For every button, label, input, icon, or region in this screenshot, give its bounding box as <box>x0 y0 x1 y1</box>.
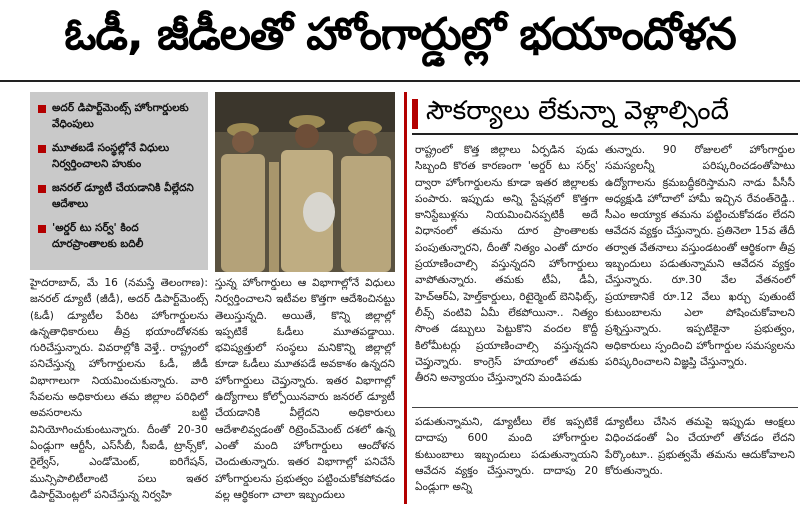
home-guards-photo <box>215 92 395 272</box>
headline: ఓడీ, జీడీలతో హోంగార్డుల్లో భయాందోళన <box>0 0 800 82</box>
body-paragraph: రాష్ట్రంలో కొత్త జిల్లాలు ఏర్పడిన పుడు సిబ్బంది కొరత కారణంగా 'అర్డర్ టు సర్వ్' ద్వారా హోంగార్డులను కూడా ఇతర జిల్లాలకు పంపారు. ఇప్పుడు అన్ని స్టేషన్లలో కొత్తగా కానిస్టేబుళ్లను నియమించినప్పటికీ అదే విధానంలో తమను దూర ప్రాంతాలకు పంపుతున్నారని, దీంతో నిత్యం ఎంతో దూరం ప్రయాణించాల్సి వస్తున్నదని హోంగార్డులు వాపోతున్నారు. తమకు టీఏ, డీఏ, హెచ్‌ఆర్‌ఏ, హెల్త్‌కార్డులు, రిటైర్మెంట్ బెనిఫిట్స్, లీవ్స్ వంటివి ఏమీ లేకపోయినా.. నిత్యం సొంత డబ్బులు పెట్టుకొని వందల కొద్దీ కిలోమీటర్లు ప్రయాణించాల్సి వస్తున్నదని చెప్తున్నారు. కాంగ్రెస్ హయాంలో తమకు తీరని అన్యాయం చేస్తున్నారని మండిపడు <box>415 144 598 385</box>
highlight-item <box>38 180 202 212</box>
article-column-2 <box>215 275 395 503</box>
bullet-square-icon <box>38 105 46 113</box>
body-paragraph: డ్యూటీలు చేసిన తమపై ఇప్పుడు ఆంక్షలు విధించడంతో ఏం చేయాలో తోచడం లేదని పేర్కొంటూ.. ప్రభుత్వమే తమను ఆదుకోవాలని కోరుతున్నారు. <box>605 416 795 477</box>
highlight-text: 'అర్డర్ టు సర్వ్' కింద దూరప్రాంతాలకు బదిలీ <box>52 222 144 250</box>
sub-headline <box>412 95 798 135</box>
highlights-box <box>30 92 208 270</box>
article-column-6 <box>605 414 795 479</box>
bullet-square-icon <box>38 225 46 233</box>
highlight-text: జనరల్ డ్యూటీ చేయడానికి వీల్లేదని ఆదేశాలు <box>52 182 194 210</box>
highlight-text: మూతబడే సంస్థల్లోనే విధులు నిర్వర్తించాలని హుకుం <box>52 142 170 170</box>
article-column-1 <box>30 275 208 503</box>
body-paragraph: స్తున్న హోంగార్డులు ఆ విభాగాల్లోనే విధులు నిర్వర్తించాలని ఇటీవల కొత్తగా ఆదేశించినట్టు తెలుస్తున్నది. అయితే, కొన్ని జిల్లాల్లో ఇప్పటికే ఓడీలు మూతపడ్డాయి. భవిష్యత్తులో సంస్థలు మనికొన్ని జిల్లాల్లో కూడా ఓడీలు మూతపడే అవకాశం ఉన్నదని హోంగార్డులు చెప్తున్నారు. ఇతర విభాగాల్లో ఉద్యోగాలు కోల్పోయినవారు జనరల్ డ్యూటీ చేయడానికి వీల్లేదని అధికారులు ఆదేశాలివ్వడంతో రిట్రెంచ్‌మెంట్ దశలో ఉన్న ఎంతో మంది హోంగార్డులు ఆందోళన చెందుతున్నారు. ఇతర విభాగాల్లో పనిచేసే హోంగార్డులను ప్రభుత్వం పట్టించుకోకపోవడం వల్ల ఆర్థికంగా చాలా ఇబ్బందులు <box>215 277 395 501</box>
highlight-text: అదర్ డిపార్ట్‌మెంట్స్ హోంగార్డులకు వేధింపులు <box>52 102 189 130</box>
bullet-square-icon <box>38 185 46 193</box>
body-paragraph: హైదరాబాద్, మే 16 (నమస్తే తెలంగాణ): జనరల్ డ్యూటీ (జీడీ), అదర్ డిపార్ట్‌మెంట్స్ (ఓడీ) డ్యూటీల పేరిట హోంగార్డులను ఉన్నతాధికారులు తీవ్ర భయాందోళనకు గురిచేస్తున్నారు. వివరాల్లోకి వెళ్తే.. రాష్ట్రంలో పనిచేస్తున్న హోంగార్డులను ఓడీ, జీడీ విభాగాలుగా నియమించుకున్నారు. వారి సేవలను అధికారులు తమ జిల్లాల పరిధిలో అవసరాలను బట్టి వినియోగించుకుంటున్నారు. దీంతో 20-30 ఏండ్లుగా ఆర్టీసీ, ఎస్‌సీబీ, సీఐడీ, ట్రాన్స్‌కో, రైల్వేస్, ఎండోమెంట్, ఐరిగేషన్, మున్సిపాలిటీలాంటి పలు ఇతర డిపార్ట్‌మెంట్లలో పనిచేస్తున్న నిర్వహి <box>30 277 208 501</box>
section-divider <box>412 407 798 408</box>
accent-bar-icon <box>412 99 418 129</box>
body-paragraph: పడుతున్నామని, డ్యూటీలు లేక ఇప్పటికే దాదాపు 600 మంది హోంగార్డుల కుటుంబాలు ఇబ్బందులు పడుతున్నాయని ఆవేదన వ్యక్తం చేస్తున్నారు. దాదాపు 20 ఏండ్లుగా అన్ని <box>415 416 598 494</box>
highlight-item <box>38 100 202 132</box>
highlight-item <box>38 140 202 172</box>
bullet-square-icon <box>38 145 46 153</box>
highlight-item <box>38 220 202 252</box>
article-column-3 <box>415 142 598 386</box>
column-divider <box>404 92 407 504</box>
article-column-5 <box>415 414 598 495</box>
sub-headline-text: సౌకర్యాలు లేకున్నా వెళ్లాల్సిందే <box>426 96 729 126</box>
article-column-4 <box>605 142 795 370</box>
body-paragraph: తున్నారు. 90 రోజులలో హోంగార్డుల సమస్యలన్నీ పరిష్కరించడంతోపాటు ఉద్యోగాలను క్రమబద్ధీకరిస్తామని నాడు పీసీసీ అధ్యక్షుడి హోదాలో హామీ ఇచ్చిన రేవంత్‌రెడ్డి.. సీఎం అయ్యాక తమను పట్టించుకోవడం లేదని ఆవేదన వ్యక్తం చేస్తున్నారు. ప్రతినెలా 15వ తేదీ తర్వాత వేతనాలు వస్తుండటంతో ఆర్థికంగా తీవ్ర ఇబ్బందులు పడుతున్నామని ఆవేదన వ్యక్తం చేస్తున్నారు. రూ.30 వేల వేతనంలో ప్రయాణానికే రూ.12 వేలు ఖర్చు పుతుంటే కుటుంబాలను ఎలా పోషించుకోవాలని ప్రశ్నిస్తున్నారు. ఇప్పటికైనా ప్రభుత్వం, అధికారులు స్పందించి హోంగార్డుల సమస్యలను పరిష్కరించాలని విజ్ఞప్తి చేస్తున్నారు. <box>605 144 795 368</box>
